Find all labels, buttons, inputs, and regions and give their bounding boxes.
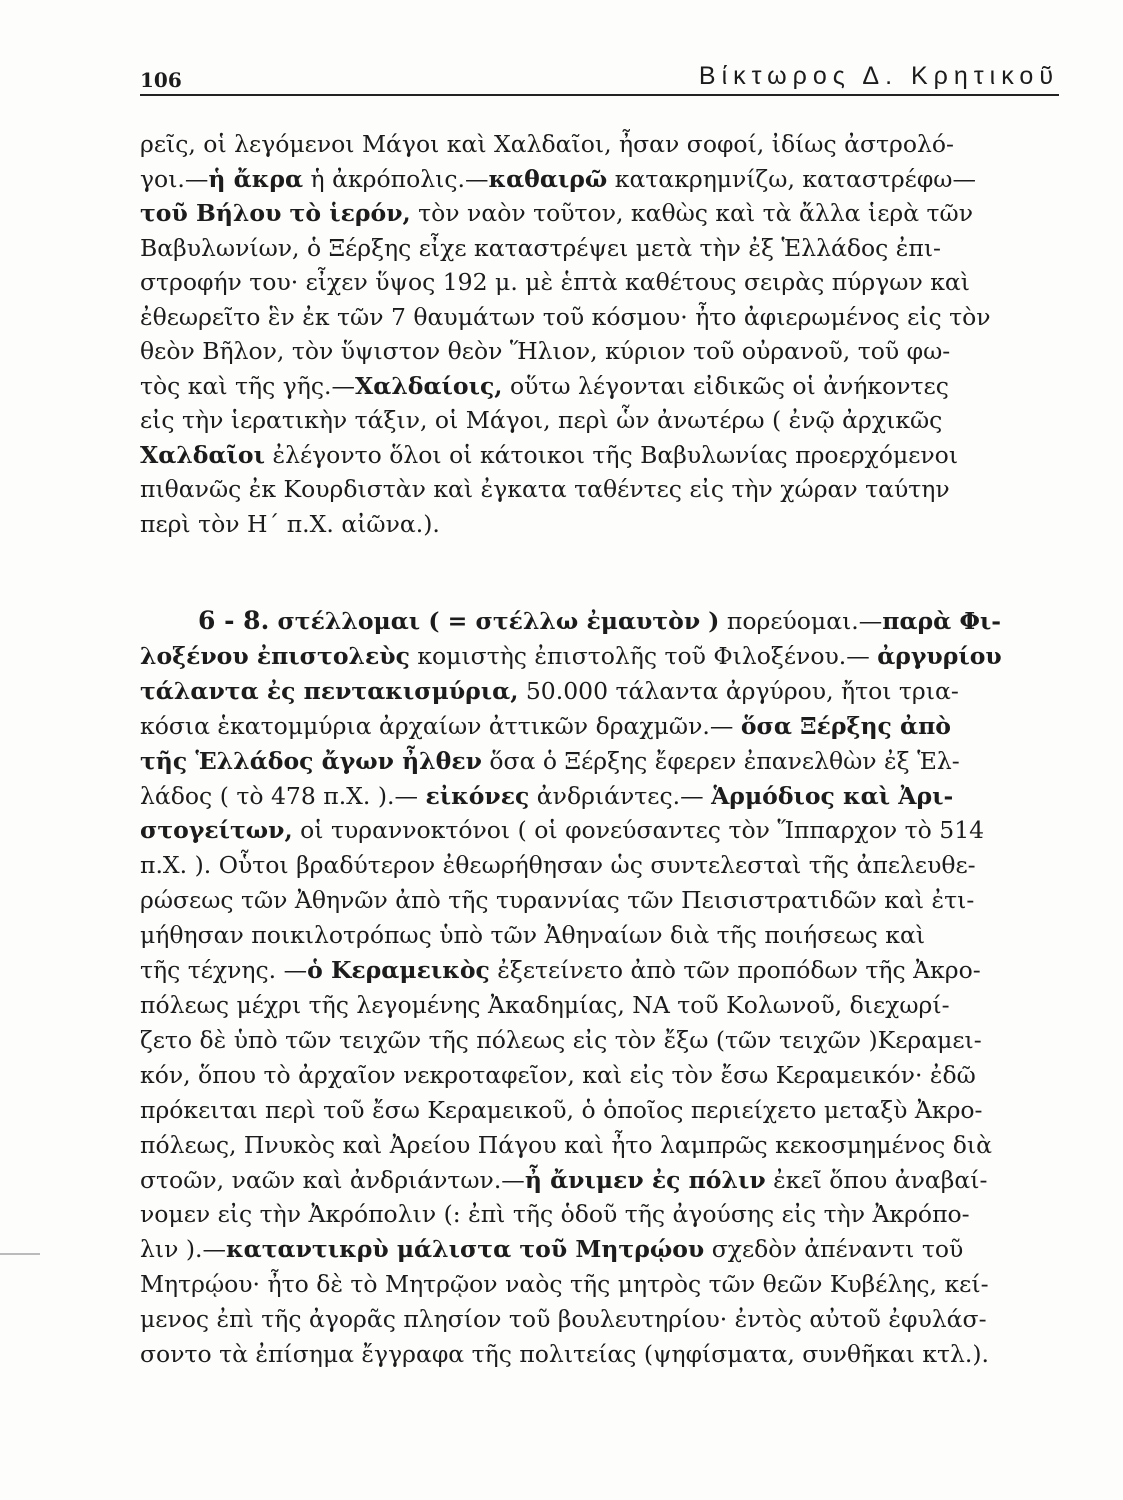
- text-line: [140, 300, 1060, 335]
- gloss-text: 50.000 τάλαντα ἀργύρου, ἤτοι τρια-: [518, 676, 959, 705]
- gloss-text: κόσια ἑκατομμύρια ἀρχαίων ἀττικῶν δραχμῶν.—: [140, 711, 741, 740]
- gloss-text: τὸν ναὸν τοῦτον, καθὼς καὶ τὰ ἄλλα ἱερὰ τῶν: [410, 199, 974, 227]
- text-line: [140, 709, 1060, 744]
- gloss-text: κομιστὴς ἐπιστολῆς τοῦ Φιλοξένου.—: [409, 641, 878, 670]
- gloss-text: πόλεως, Πνυκὸς καὶ Ἀρείου Πάγου καὶ ἦτο λαμπρῶς κεκοσμημένος διὰ: [140, 1130, 992, 1159]
- gloss-text: ἐκεῖ ὅπου ἀναβαί-: [765, 1165, 988, 1194]
- text-line: [140, 1163, 1060, 1198]
- gloss-text: ἐξετείνετο ἀπὸ τῶν προπόδων τῆς Ἀκρο-: [489, 956, 981, 985]
- lemma-term: ἦ ἄνιμεν ἐς πόλιν: [524, 1165, 766, 1194]
- gloss-text: στροφήν του· εἶχεν ὕψος 192 μ. μὲ ἑπτὰ καθέτους σειρὰς πύργων καὶ: [140, 268, 970, 296]
- text-line: [140, 472, 1060, 507]
- lemma-term: Χαλδαίοις,: [355, 371, 503, 400]
- text-line: [140, 813, 1060, 848]
- text-line: [140, 1267, 1060, 1302]
- gloss-text: λάδος ( τὸ 478 π.Χ. ).—: [140, 781, 426, 810]
- lemma-term: καθαιρῶ: [488, 164, 608, 193]
- text-line: [140, 1302, 1060, 1337]
- text-line: [140, 604, 1060, 639]
- gloss-text: οἱ τυραννοκτόνοι ( οἱ φονεύσαντες τὸν Ἵππαρχον τὸ 514: [292, 816, 985, 845]
- lemma-term: καταντικρὺ μάλιστα τοῦ Μητρῴου: [226, 1235, 705, 1264]
- gloss-text: Βαβυλωνίων, ὁ Ξέρξης εἶχε καταστρέψει μετὰ τὴν ἐξ Ἑλλάδος ἐπι-: [140, 233, 941, 262]
- text-line: [140, 162, 1060, 197]
- gloss-text: ζετο δὲ ὑπὸ τῶν τειχῶν τῆς πόλεως εἰς τὸν ἔξω (τῶν τειχῶν )Κεραμει-: [140, 1025, 982, 1054]
- gloss-text: στοῶν, ναῶν καὶ ἀνδριάντων.—: [140, 1165, 525, 1194]
- gloss-text: λιν ).—: [140, 1235, 227, 1264]
- gloss-text: ἐθεωρεῖτο ἓν ἐκ τῶν 7 θαυμάτων τοῦ κόσμου· ἦτο ἀφιερωμένος εἰς τὸν: [140, 302, 991, 331]
- text-line: [140, 1197, 1060, 1232]
- lemma-term: Χαλδαῖοι: [140, 440, 265, 469]
- text-line: [140, 1128, 1060, 1163]
- text-line: [140, 918, 1060, 953]
- text-line: [140, 507, 1060, 542]
- lemma-term: ὅσα Ξέρξης ἀπὸ: [740, 711, 951, 740]
- text-line: [140, 639, 1060, 674]
- gloss-text: οὕτω λέγονται εἰδικῶς οἱ ἀνήκοντες: [502, 371, 949, 400]
- text-line: [140, 744, 1060, 779]
- lemma-term: Ἁρμόδιος καὶ Ἀρι-: [711, 781, 954, 810]
- text-line: [140, 953, 1060, 988]
- gloss-text: Μητρῴου· ἦτο δὲ τὸ Μητρῷον ναὸς τῆς μητρὸς τῶν θεῶν Κυβέλης, κεί-: [140, 1270, 989, 1299]
- text-line: [140, 438, 1060, 473]
- gloss-text: πρόκειται περὶ τοῦ ἔσω Κεραμεικοῦ, ὁ ὁποῖος περιείχετο μεταξὺ Ἀκρο-: [140, 1095, 983, 1124]
- gloss-text: κόν, ὅπου τὸ ἀρχαῖον νεκροταφεῖον, καὶ εἰς τὸν ἔσω Κεραμεικόν· ἐδῶ: [140, 1060, 976, 1089]
- lemma-term: ὁ Κεραμεικὸς: [307, 956, 490, 985]
- gloss-text: πιθανῶς ἐκ Κουρδιστὰν καὶ ἐγκατα ταθέντες εἰς τὴν χώραν ταύτην: [140, 475, 950, 503]
- text-line: [140, 265, 1060, 300]
- running-head: Βίκτωρος Δ. Κρητικοῦ: [698, 62, 1059, 90]
- gloss-text: γοι.—: [140, 164, 209, 193]
- text-line: [140, 779, 1060, 814]
- text-line: [140, 1023, 1060, 1058]
- gloss-text: θεὸν Βῆλον, τὸν ὕψιστον θεὸν Ἥλιον, κύριον τοῦ οὐρανοῦ, τοῦ φω-: [140, 337, 951, 365]
- text-line: [140, 988, 1060, 1023]
- page-number: 106: [140, 68, 182, 92]
- gloss-text: πόλεως μέχρι τῆς λεγομένης Ἀκαδημίας, ΝΑ τοῦ Κολωνοῦ, διεχωρί-: [140, 990, 950, 1019]
- gloss-text: κατακρημνίζω, καταστρέφω—: [607, 164, 976, 193]
- lemma-term: λοξένου ἐπιστολεὺς: [140, 641, 410, 670]
- text-line: [140, 1058, 1060, 1093]
- gloss-text: ρεῖς, οἱ λεγόμενοι Μάγοι καὶ Χαλδαῖοι, ἦσαν σοφοί, ἰδίως ἀστρολό-: [140, 130, 954, 158]
- gloss-text: π.Χ. ). Οὗτοι βραδύτερον ἐθεωρήθησαν ὡς συντελεσταὶ τῆς ἀπελευθε-: [140, 851, 976, 880]
- text-line: [140, 1093, 1060, 1128]
- commentary-block-2: [140, 604, 1060, 1372]
- gloss-text: σοντο τὰ ἐπίσημα ἔγγραφα τῆς πολιτείας (ψηφίσματα, συνθῆκαι κτλ.).: [140, 1340, 990, 1369]
- gloss-text: τὸς καὶ τῆς γῆς.—: [140, 371, 355, 400]
- gloss-text: τῆς τέχνης. —: [140, 956, 308, 985]
- text-line: [140, 1337, 1060, 1372]
- lemma-term: ἀργυρίου: [877, 641, 1002, 670]
- text-line: [140, 196, 1060, 231]
- page-header: [140, 60, 1059, 96]
- lemma-term: ἡ ἄκρα: [208, 164, 304, 193]
- gloss-text: σχεδὸν ἀπέναντι τοῦ: [704, 1235, 964, 1264]
- text-line: [140, 127, 1060, 162]
- text-line: [140, 883, 1060, 918]
- verse-number: 6 - 8.: [198, 606, 270, 635]
- gloss-text: ἀνδριάντες.—: [529, 781, 712, 810]
- text-line: [140, 334, 1060, 369]
- lemma-term: τάλαντα ἐς πεντακισμύρια,: [140, 676, 519, 705]
- gloss-text: μήθησαν ποικιλοτρόπως ὑπὸ τῶν Ἀθηναίων διὰ τῆς ποιήσεως καὶ: [140, 921, 926, 950]
- text-line: [140, 674, 1060, 709]
- gloss-text: νομεν εἰς τὴν Ἀκρόπολιν (: ἐπὶ τῆς ὁδοῦ τῆς ἀγούσης εἰς τὴν Ἀκρόπο-: [140, 1200, 970, 1229]
- lemma-term: εἰκόνες: [425, 781, 530, 810]
- gloss-text: ἐλέγοντο ὅλοι οἱ κάτοικοι τῆς Βαβυλωνίας προερχόμενοι: [264, 440, 959, 469]
- lemma-term: παρὰ Φι-: [882, 607, 1002, 635]
- lemma-term: τῆς Ἑλλάδος ἄγων ἦλθεν: [140, 746, 482, 775]
- margin-tick: [0, 1253, 40, 1255]
- gloss-text: εἰς τὴν ἱερατικὴν τάξιν, οἱ Μάγοι, περὶ ὧν ἀνωτέρω ( ἐνῷ ἀρχικῶς: [140, 406, 943, 434]
- gloss-text: ἡ ἀκρόπολις.—: [303, 164, 489, 193]
- text-line: [140, 403, 1060, 438]
- commentary-block-1: [140, 127, 1060, 541]
- text-line: [140, 369, 1060, 404]
- text-line: [140, 848, 1060, 883]
- lemma-term: τοῦ Βήλου τὸ ἱερόν,: [140, 199, 411, 227]
- text-line: [140, 1232, 1060, 1267]
- gloss-text: περὶ τὸν Η΄ π.Χ. αἰῶνα.).: [140, 509, 440, 538]
- text-line: [140, 231, 1060, 266]
- lemma-term: στέλλομαι ( = στέλλω ἐμαυτὸν ): [269, 607, 720, 635]
- gloss-text: πορεύομαι.—: [719, 607, 883, 635]
- lemma-term: στογείτων,: [140, 816, 293, 845]
- gloss-text: ὅσα ὁ Ξέρξης ἔφερεν ἐπανελθὼν ἐξ Ἑλ-: [481, 746, 960, 775]
- gloss-text: μενος ἐπὶ τῆς ἀγορᾶς πλησίον τοῦ βουλευτηρίου· ἐντὸς αὐτοῦ ἐφυλάσ-: [140, 1305, 987, 1334]
- gloss-text: ρώσεως τῶν Ἀθηνῶν ἀπὸ τῆς τυραννίας τῶν Πεισιστρατιδῶν καὶ ἐτι-: [140, 886, 975, 915]
